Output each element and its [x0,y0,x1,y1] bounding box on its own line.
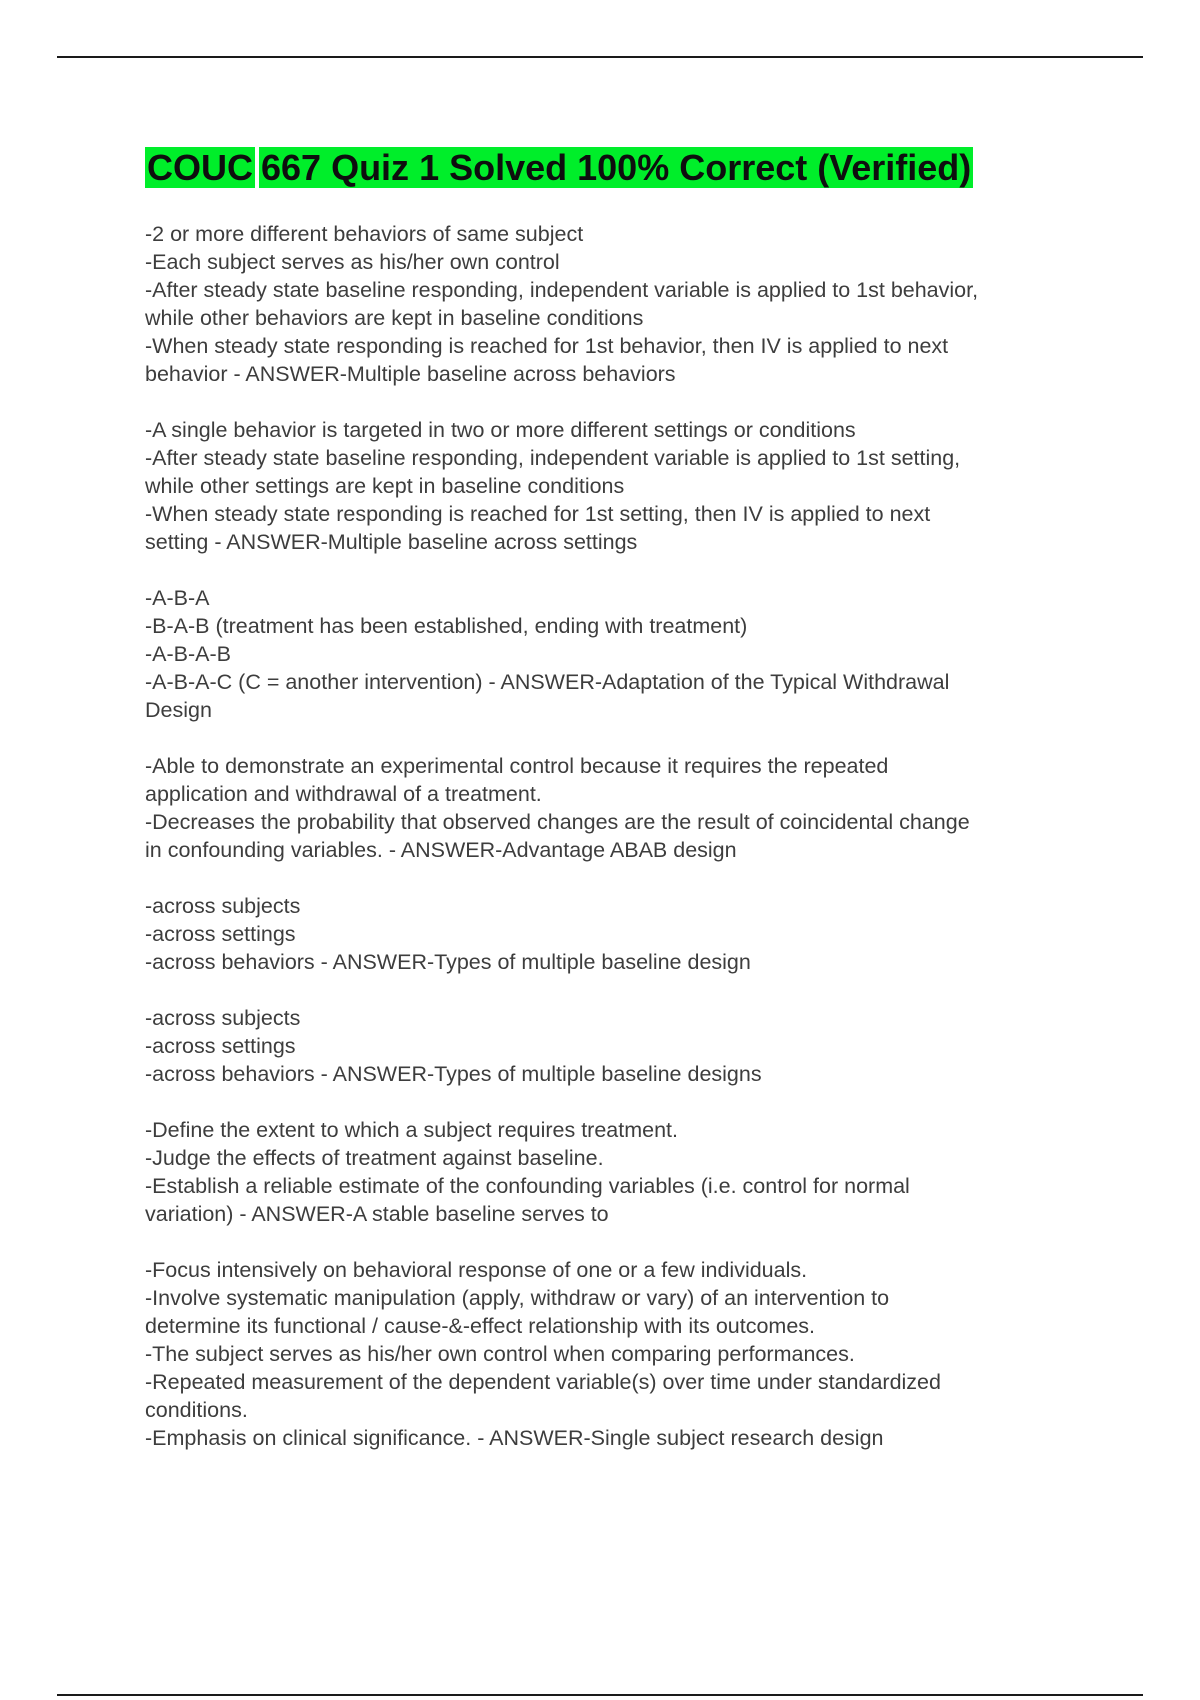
qa-line: -across settings [145,1034,296,1058]
qa-line: -A single behavior is targeted in two or more different settings or conditions [145,418,856,442]
qa-line: setting - ANSWER-Multiple baseline across settings [145,530,638,554]
qa-line: behavior - ANSWER-Multiple baseline across behaviors [145,362,676,386]
page-title [145,142,973,194]
qa-line: -Able to demonstrate an experimental control because it requires the repeated [145,754,889,778]
qa-entry [145,1256,1105,1452]
qa-line: -Focus intensively on behavioral response of one or a few individuals. [145,1258,808,1282]
qa-line: -A-B-A [145,586,210,610]
qa-entry [145,1004,1105,1088]
qa-entry [145,584,1105,724]
qa-line: in confounding variables. - ANSWER-Advantage ABAB design [145,838,737,862]
qa-entry [145,220,1105,388]
qa-line: -2 or more different behaviors of same subject [145,222,584,246]
qa-line: -A-B-A-C (C = another intervention) - ANSWER-Adaptation of the Typical Withdrawal [145,670,950,694]
header-rule [57,56,1143,58]
qa-list [145,220,1105,1480]
footer-rule [57,1694,1143,1696]
qa-line: -across subjects [145,1006,301,1030]
qa-line: -Judge the effects of treatment against baseline. [145,1146,604,1170]
qa-line: -across subjects [145,894,301,918]
qa-line: -across behaviors - ANSWER-Types of multiple baseline designs [145,1062,762,1086]
qa-line: application and withdrawal of a treatment. [145,782,542,806]
qa-line: -Emphasis on clinical significance. - ANSWER-Single subject research design [145,1426,884,1450]
qa-entry [145,1116,1105,1228]
qa-line: -Each subject serves as his/her own control [145,250,560,274]
qa-line: determine its functional / cause-&-effect relationship with its outcomes. [145,1314,816,1338]
qa-line: variation) - ANSWER-A stable baseline serves to [145,1202,609,1226]
qa-entry [145,416,1105,556]
qa-line: -Define the extent to which a subject requires treatment. [145,1118,678,1142]
qa-line: -When steady state responding is reached for 1st setting, then IV is applied to next [145,502,931,526]
qa-line: -Decreases the probability that observed changes are the result of coincidental change [145,810,970,834]
qa-line: -across behaviors - ANSWER-Types of multiple baseline design [145,950,751,974]
qa-line: conditions. [145,1398,248,1422]
qa-line: -Establish a reliable estimate of the confounding variables (i.e. control for normal [145,1174,910,1198]
qa-line: while other behaviors are kept in baseline conditions [145,306,644,330]
qa-line: -A-B-A-B [145,642,231,666]
qa-line: -Repeated measurement of the dependent variable(s) over time under standardized [145,1370,941,1394]
qa-entry [145,892,1105,976]
qa-line: while other settings are kept in baseline conditions [145,474,625,498]
qa-line: -After steady state baseline responding, independent variable is applied to 1st behavior, [145,278,979,302]
title-highlight-part1: COUC [147,147,253,188]
qa-line: -Involve systematic manipulation (apply, withdraw or vary) of an intervention to [145,1286,890,1310]
qa-line: -After steady state baseline responding, independent variable is applied to 1st setting, [145,446,961,470]
qa-line: -The subject serves as his/her own control when comparing performances. [145,1342,855,1366]
qa-line: -across settings [145,922,296,946]
qa-line: Design [145,698,212,722]
qa-line: -When steady state responding is reached for 1st behavior, then IV is applied to next [145,334,949,358]
qa-line: -B-A-B (treatment has been established, ending with treatment) [145,614,748,638]
title-highlight-part2: 667 Quiz 1 Solved 100% Correct (Verified) [261,147,972,188]
qa-entry [145,752,1105,864]
